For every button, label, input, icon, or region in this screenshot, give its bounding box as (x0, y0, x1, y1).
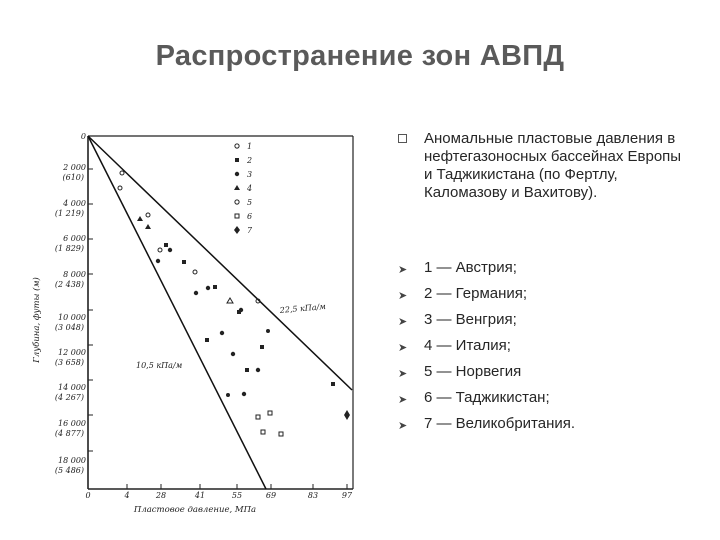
arrow-bullet-icon: ➤ (398, 368, 408, 380)
y-tick-label: 18 000 (58, 456, 86, 465)
data-point-norway (193, 270, 197, 274)
arrow-bullet-icon: ➤ (398, 394, 408, 406)
y-tick-label: 14 000 (58, 383, 86, 392)
legend-marker (235, 158, 239, 162)
data-point-hungary (231, 352, 235, 356)
legend-label: 6 (247, 212, 253, 221)
y-tick-label: 0 (80, 132, 86, 141)
legend-marker (235, 172, 239, 176)
data-point-hungary (194, 291, 198, 295)
legend-label: 5 (247, 198, 253, 207)
x-tick-label: 41 (194, 491, 206, 500)
data-point-tajikistan (261, 430, 265, 434)
list-item-text: 3 — Венгрия; (424, 311, 517, 328)
legend-label: 1 (247, 142, 253, 151)
pressure-depth-figure (30, 120, 370, 525)
y-tick-label: (4 267) (54, 393, 84, 402)
data-point-italy (137, 216, 143, 221)
data-point-hungary (256, 368, 260, 372)
legend (234, 142, 253, 235)
y-tick-label: 4 000 (63, 199, 86, 208)
list-item-text: 1 — Австрия; (424, 259, 517, 276)
x-tick-labels (85, 491, 353, 500)
data-point-austria (266, 329, 270, 333)
intro-text: Аномальные пластовые давления в нефтегазоносных бассейнах Европы и Таджикистана (по Фертлу, Каломазову и Вахитову). (424, 130, 682, 201)
legend-marker (235, 144, 239, 148)
list-item (398, 258, 698, 284)
legend-label: 4 (247, 184, 253, 193)
list-item-text: 4 — Италия; (424, 337, 511, 354)
list-item (398, 414, 698, 440)
data-point-norway (120, 171, 124, 175)
x-tick-label: 83 (307, 491, 319, 500)
x-axis-label: Пластовое давление, МПа (133, 505, 257, 515)
data-point-italy (227, 298, 233, 303)
y-tick-label: (1 219) (54, 209, 84, 218)
data-point-tajikistan (279, 432, 283, 436)
data-point-norway (146, 213, 150, 217)
arrow-bullet-icon: ➤ (398, 264, 408, 276)
intro-paragraph (398, 130, 688, 202)
data-point-germany (213, 285, 217, 289)
y-tick-label: (3 048) (54, 323, 84, 332)
x-tick-label: 55 (231, 491, 243, 500)
legend-label: 7 (247, 226, 253, 235)
legend-marker (234, 185, 240, 190)
data-point-italy (145, 224, 151, 229)
x-tick-label: 97 (341, 491, 353, 500)
data-point-hungary (239, 308, 243, 312)
pressure-depth-plot (30, 120, 370, 525)
gradient-label-22-5: 22,5 кПа/м (279, 301, 327, 315)
data-point-austria (226, 393, 230, 397)
arrow-bullet-icon: ➤ (398, 342, 408, 354)
data-point-germany (260, 345, 264, 349)
list-item (398, 310, 698, 336)
square-bullet-icon (398, 134, 407, 143)
data-point-germany (205, 338, 209, 342)
y-tick-labels (55, 132, 86, 475)
legend-label: 3 (247, 170, 253, 179)
gradient-line-22-5 (88, 136, 352, 390)
y-tick-label: (2 438) (54, 280, 84, 289)
list-item (398, 388, 698, 414)
y-tick-label: 16 000 (58, 419, 86, 428)
data-point-tajikistan (268, 411, 272, 415)
x-tick-label: 0 (85, 491, 91, 500)
data-point-hungary (242, 392, 246, 396)
arrow-bullet-icon: ➤ (398, 290, 408, 302)
y-tick-label: (4 877) (54, 429, 84, 438)
data-point-hungary (156, 259, 160, 263)
data-point-great-britain (344, 410, 350, 420)
list-item (398, 336, 698, 362)
y-tick-label: (5 486) (54, 466, 84, 475)
slide-title: Распространение зон АВПД (155, 40, 565, 72)
data-point-tajikistan (256, 415, 260, 419)
y-tick-label: 6 000 (63, 234, 86, 243)
list-item-text: 5 — Норвегия (424, 363, 522, 380)
gradient-label-10-5: 10,5 кПа/м (136, 361, 183, 370)
data-point-hungary (168, 248, 172, 252)
data-point-hungary (220, 331, 224, 335)
x-tick-label: 69 (265, 491, 277, 500)
legend-marker (235, 214, 239, 218)
data-point-hungary (206, 286, 210, 290)
arrow-bullet-icon: ➤ (398, 316, 408, 328)
list-item (398, 284, 698, 310)
y-tick-label: 2 000 (63, 163, 86, 172)
legend-label: 2 (247, 156, 253, 165)
data-point-germany (245, 368, 249, 372)
list-item-text: 7 — Великобритания. (424, 415, 576, 432)
list-item-text: 2 — Германия; (424, 285, 528, 302)
country-list (398, 258, 698, 440)
arrow-bullet-icon: ➤ (398, 420, 408, 432)
data-point-germany (164, 243, 168, 247)
y-tick-label: 12 000 (58, 348, 86, 357)
x-tick-label: 4 (124, 491, 130, 500)
x-tick-label: 28 (155, 491, 167, 500)
data-point-germany (331, 382, 335, 386)
y-tick-label: (1 829) (54, 244, 84, 253)
legend-marker (235, 200, 239, 204)
data-point-germany (182, 260, 186, 264)
y-tick-label: 8 000 (63, 270, 86, 279)
y-axis-label: Глубина, футы (м) (32, 277, 42, 363)
list-item-text: 6 — Таджикистан; (424, 389, 550, 406)
list-item (398, 362, 698, 388)
data-point-norway (158, 248, 162, 252)
legend-marker (234, 226, 240, 234)
y-tick-label: 10 000 (58, 313, 86, 322)
data-point-norway (118, 186, 122, 190)
y-tick-label: (610) (62, 173, 84, 182)
y-tick-label: (3 658) (54, 358, 84, 367)
